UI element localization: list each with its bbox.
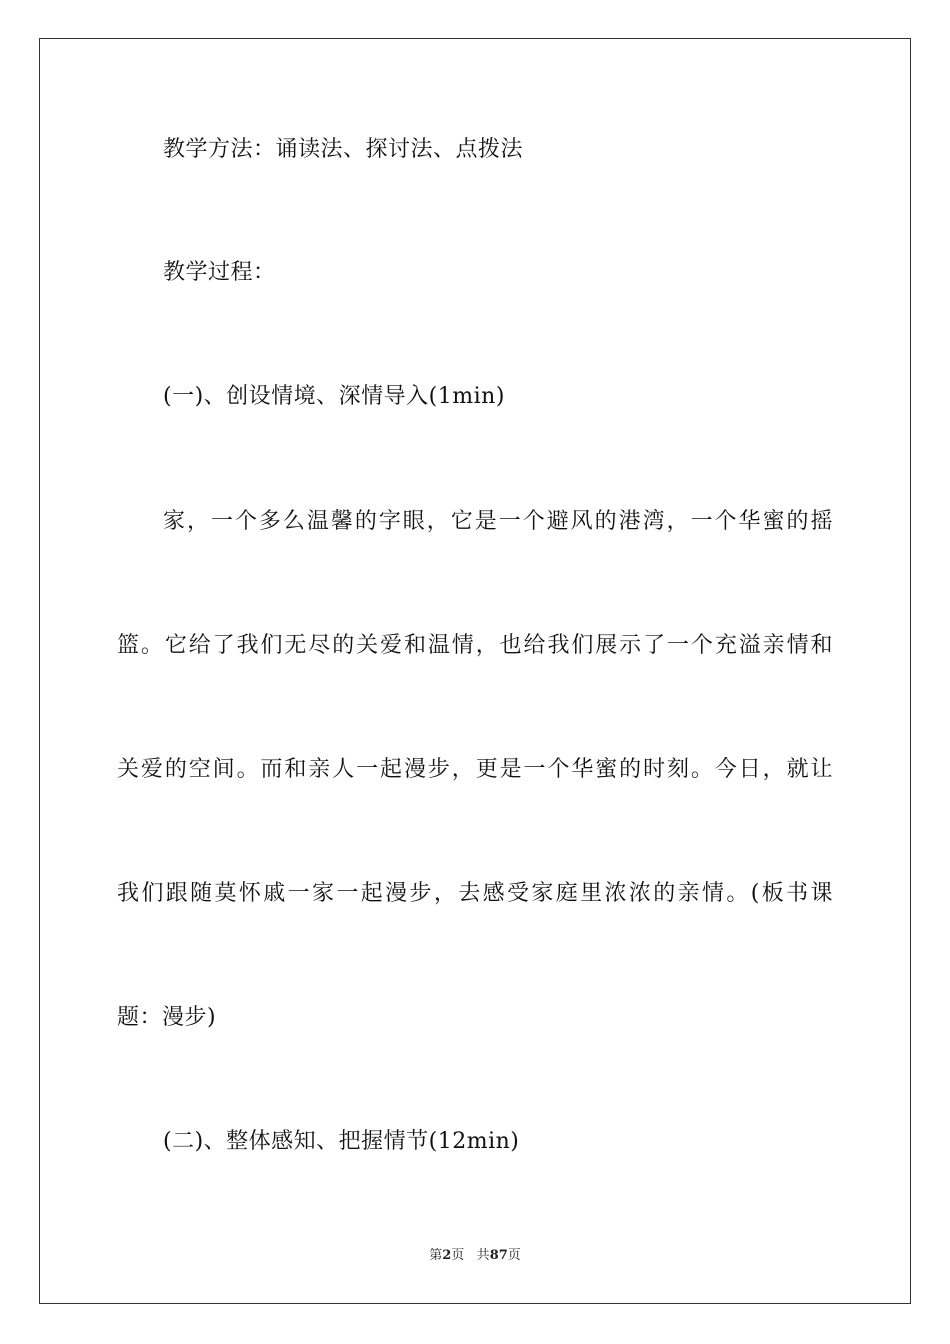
section-2-heading: (二)、整体感知、把握情节(12min): [163, 1129, 520, 1154]
section-1-heading: (一)、创设情境、深情导入(1min): [163, 384, 505, 409]
paragraph-line-4: 我们跟随莫怀戚一家一起漫步，去感受家庭里浓浓的亲情。(板书课: [117, 881, 833, 906]
footer-total-suffix: 页: [507, 1248, 521, 1263]
page-border: [39, 38, 911, 1304]
page-footer: [0, 1248, 950, 1264]
teaching-method-line: 教学方法：诵读法、探讨法、点拨法: [163, 137, 524, 162]
footer-page-number: 2: [442, 1248, 452, 1263]
footer-total-prefix: 共: [476, 1248, 490, 1263]
teaching-process-heading: 教学过程：: [163, 260, 276, 285]
paragraph-line-1: 家，一个多么温馨的字眼，它是一个避风的港湾，一个华蜜的摇: [163, 509, 833, 534]
footer-page-prefix: 第: [429, 1248, 443, 1263]
footer-total-pages: 87: [489, 1248, 508, 1263]
paragraph-line-5: 题：漫步): [117, 1005, 217, 1030]
paragraph-line-3: 关爱的空间。而和亲人一起漫步，更是一个华蜜的时刻。今日，就让: [117, 757, 833, 782]
paragraph-line-2: 篮。它给了我们无尽的关爱和温情，也给我们展示了一个充溢亲情和: [117, 633, 833, 658]
footer-page-suffix: 页: [451, 1248, 465, 1263]
